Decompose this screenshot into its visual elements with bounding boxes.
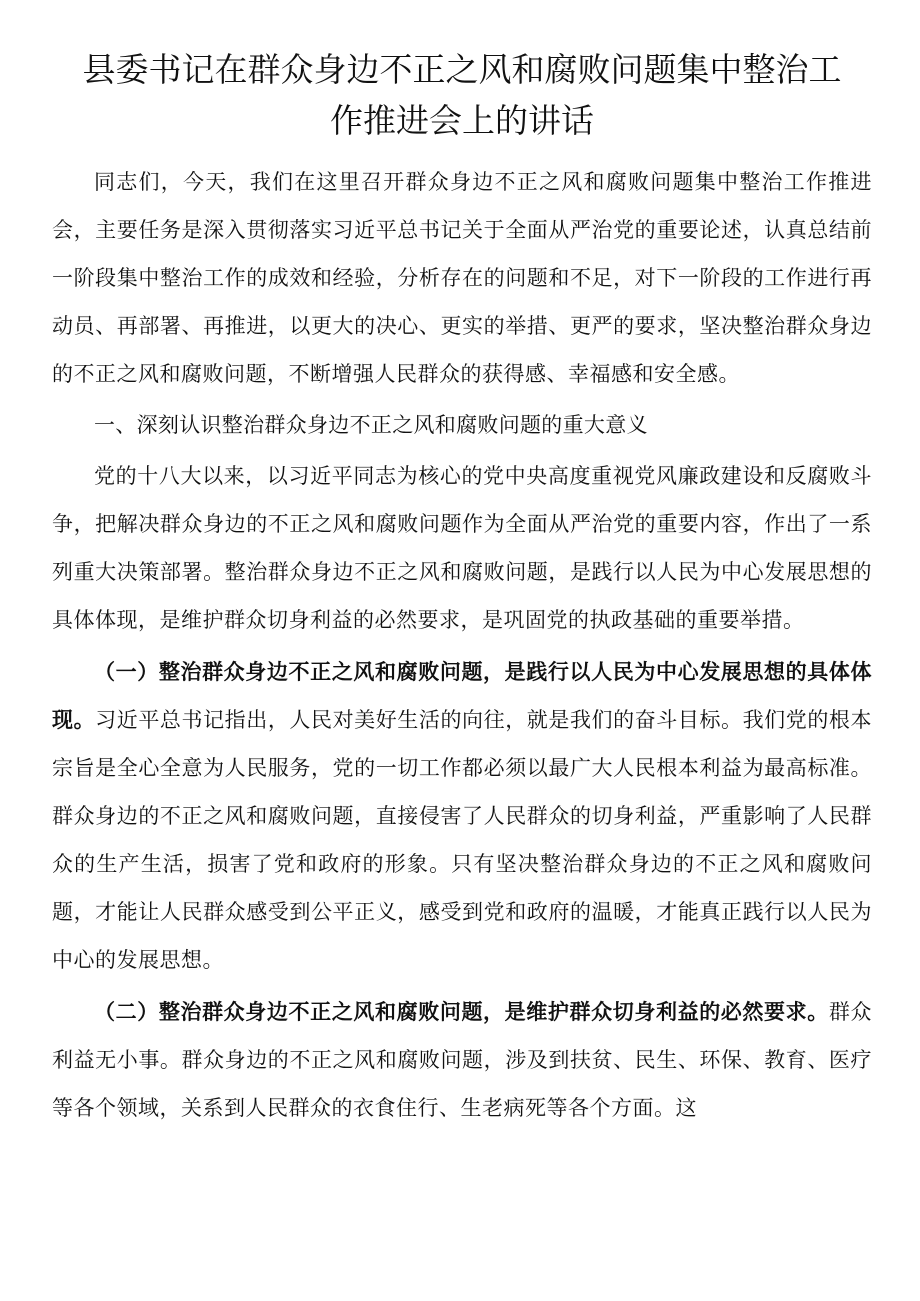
subsection-2-body: 群众利益无小事。群众身边的不正之风和腐败问题，涉及到扶贫、民生、环保、教育、医疗等各个领域，关系到人民群众的衣食住行、生老病死等各个方面。这	[52, 1000, 873, 1120]
title-line-2: 作推进会上的讲话	[330, 101, 594, 140]
document-title	[52, 44, 872, 146]
intro-paragraph: 同志们，今天，我们在这里召开群众身边不正之风和腐败问题集中整治工作推进会，主要任务是深入贯彻落实习近平总书记关于全面从严治党的重要论述，认真总结前一阶段集中整治工作的成效和经验，分析存在的问题和不足，对下一阶段的工作进行再动员、再部署、再推进，以更大的决心、更实的举措、更严的要求，坚决整治群众身边的不正之风和腐败问题，不断增强人民群众的获得感、幸福感和安全感。	[52, 170, 872, 386]
subsection-1-paragraph	[52, 648, 872, 984]
section-1-paragraph: 党的十八大以来，以习近平同志为核心的党中央高度重视党风廉政建设和反腐败斗争，把解决群众身边的不正之风和腐败问题作为全面从严治党的重要内容，作出了一系列重大决策部署。整治群众身边不正之风和腐败问题，是践行以人民为中心发展思想的具体体现，是维护群众切身利益的必然要求，是巩固党的执政基础的重要举措。	[52, 464, 872, 632]
document-page	[52, 44, 872, 1132]
title-line-1: 县委书记在群众身边不正之风和腐败问题集中整治工	[82, 50, 842, 89]
subsection-1-lead: （一）整治群众身边不正之风和腐败问题，是践行以人民为中心发展思想的具体体现。	[52, 659, 872, 732]
subsection-1-body: 习近平总书记指出，人民对美好生活的向往，就是我们的奋斗目标。我们党的根本宗旨是全心全意为人民服务，党的一切工作都必须以最广大人民根本利益为最高标准。群众身边的不正之风和腐败问题，直接侵害了人民群众的切身利益，严重影响了人民群众的生产生活，损害了党和政府的形象。只有坚决整治群众身边的不正之风和腐败问题，才能让人民群众感受到公平正义，感受到党和政府的温暖，才能真正践行以人民为中心的发展思想。	[52, 708, 873, 972]
subsection-2-lead: （二）整治群众身边不正之风和腐败问题，是维护群众切身利益的必然要求。	[94, 999, 829, 1024]
subsection-2-paragraph	[52, 988, 872, 1132]
section-1-heading: 一、深刻认识整治群众身边不正之风和腐败问题的重大意义	[94, 413, 648, 437]
